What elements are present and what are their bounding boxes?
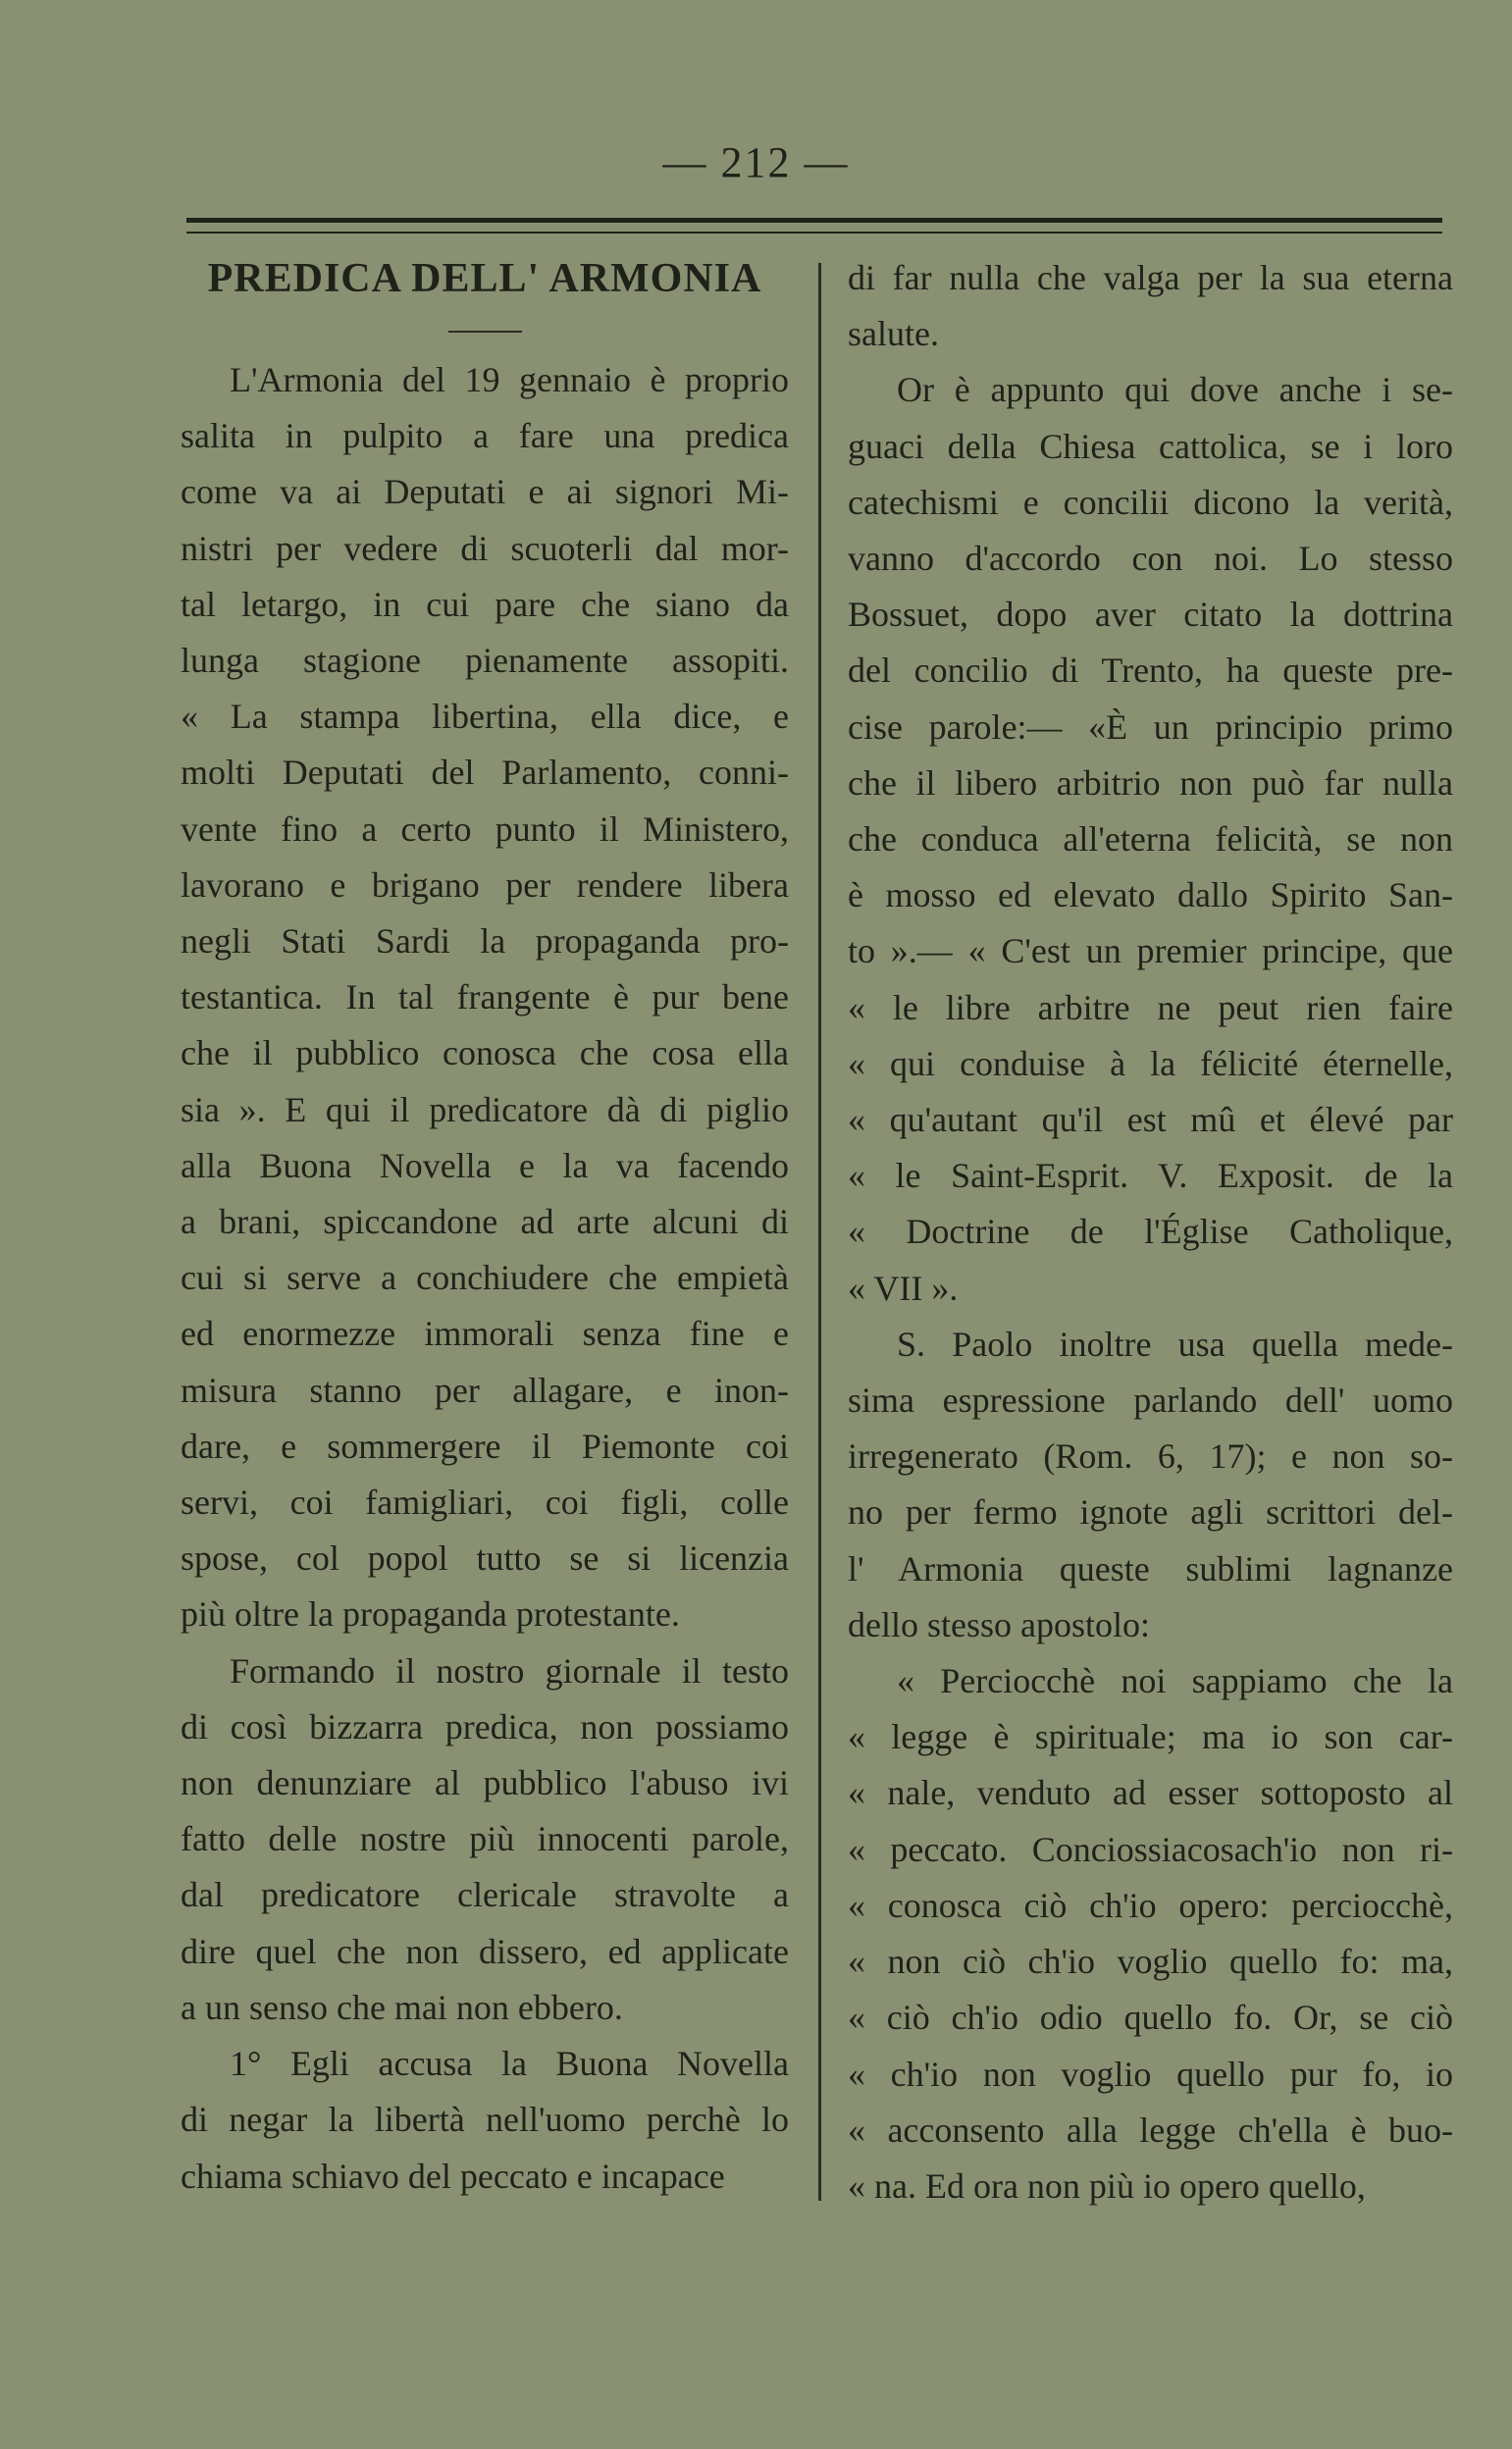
text-line: « non ciò ch'io voglio quello fo: ma, — [848, 1942, 1453, 1982]
text-line: che conduca all'eterna felicità, se non — [848, 819, 1453, 860]
text-line: 1° Egli accusa la Buona Novella — [230, 2044, 789, 2084]
text-line: tal letargo, in cui pare che siano da — [181, 584, 789, 624]
text-line: no per fermo ignote agli scrittori del- — [848, 1492, 1453, 1533]
text-line: di negar la libertà nell'uomo perchè lo — [181, 2100, 789, 2140]
text-line: cise parole:— «È un principio primo — [848, 706, 1453, 747]
text-line: « qu'autant qu'il est mû et élevé par — [848, 1100, 1453, 1140]
text-line: fatto delle nostre più innocenti parole, — [181, 1819, 789, 1859]
text-line: « legge è spirituale; ma io son car- — [848, 1717, 1453, 1757]
text-line: dare, e sommergere il Piemonte coi — [181, 1426, 789, 1466]
text-line: « Perciocchè noi sappiamo che la — [897, 1661, 1453, 1701]
text-line: irregenerato (Rom. 6, 17); e non so- — [848, 1436, 1453, 1477]
left-column-text — [181, 352, 789, 2205]
text-line: sima espressione parlando dell' uomo — [848, 1381, 1453, 1421]
text-line: « qui conduise à la félicité éternelle, — [848, 1043, 1453, 1083]
text-line: dal predicatore clericale stravolte a — [181, 1875, 789, 1915]
text-line: « La stampa libertina, ella dice, e — [181, 697, 789, 737]
text-line: a brani, spiccandone ad arte alcuni di — [181, 1202, 789, 1242]
text-line: « na. Ed ora non più io opero quello, — [848, 2165, 1366, 2206]
text-line: ed enormezze immorali senza fine e — [181, 1314, 789, 1354]
text-line: testantica. In tal frangente è pur bene — [181, 977, 789, 1017]
text-line: non denunziare al pubblico l'abuso ivi — [181, 1763, 789, 1803]
text-line: che il pubblico conosca che cosa ella — [181, 1033, 789, 1073]
text-line: salita in pulpito a fare una predica — [181, 416, 789, 456]
text-line: « conosca ciò ch'io opero: perciocchè, — [848, 1885, 1453, 1925]
text-line: servi, coi famigliari, coi figli, colle — [181, 1483, 789, 1523]
text-line: « le Saint-Esprit. V. Exposit. de la — [848, 1156, 1453, 1196]
text-line: spose, col popol tutto se si licenzia — [181, 1538, 789, 1579]
text-line: come va ai Deputati e ai signori Mi- — [181, 472, 789, 512]
text-line: L'Armonia del 19 gennaio è proprio — [230, 360, 789, 399]
text-line: salute. — [848, 314, 939, 354]
text-line: di così bizzarra predica, non possiamo — [181, 1706, 789, 1746]
text-line: che il libero arbitrio non può far nulla — [848, 762, 1453, 803]
page-number: — 212 — — [662, 138, 850, 186]
text-line: vanno d'accordo con noi. Lo stesso — [848, 539, 1453, 579]
text-line: cui si serve a conchiudere che empietà — [181, 1258, 789, 1298]
header-rule — [186, 218, 1442, 234]
text-line: vente fino a certo punto il Ministero, — [181, 808, 789, 849]
text-line: è mosso ed elevato dallo Spirito San- — [848, 875, 1453, 915]
text-line: « ch'io non voglio quello pur fo, io — [848, 2054, 1453, 2094]
text-line: lunga stagione pienamente assopiti. — [181, 641, 789, 681]
text-line: guaci della Chiesa cattolica, se i loro — [848, 426, 1453, 466]
right-column-text — [848, 250, 1453, 2215]
title-rule — [448, 331, 522, 333]
text-line: dire quel che non dissero, ed applicate — [181, 1931, 789, 1971]
text-line: « ciò ch'io odio quello fo. Or, se ciò — [848, 1998, 1453, 2038]
text-line: sia ». E qui il predicatore dà di piglio — [181, 1089, 789, 1129]
left-column — [181, 250, 789, 2205]
text-line: « le libre arbitre ne peut rien faire — [848, 987, 1453, 1027]
text-line: dello stesso apostolo: — [848, 1604, 1150, 1644]
text-line: Or è appunto qui dove anche i se- — [897, 370, 1453, 410]
text-line: più oltre la propaganda protestante. — [181, 1594, 680, 1635]
column-separator — [818, 263, 821, 2201]
article-title: PREDICA DELL' ARMONIA — [207, 256, 762, 301]
right-column — [848, 250, 1453, 2215]
text-line: to ».— « C'est un premier principe, que — [848, 931, 1453, 971]
text-line: negli Stati Sardi la propaganda pro- — [181, 921, 789, 962]
text-line: l' Armonia queste sublimi lagnanze — [848, 1548, 1453, 1589]
text-line: catechismi e concilii dicono la verità, — [848, 482, 1453, 522]
text-line: Bossuet, dopo aver citato la dottrina — [848, 595, 1453, 635]
text-line: « acconsento alla legge ch'ella è buo- — [848, 2110, 1453, 2150]
text-line: a un senso che mai non ebbero. — [181, 1987, 623, 2027]
text-line: « peccato. Conciossiacosach'io non ri- — [848, 1829, 1453, 1869]
text-line: alla Buona Novella e la va facendo — [181, 1145, 789, 1185]
text-line: di far nulla che valga per la sua eterna — [848, 258, 1453, 297]
text-line: nistri per vedere di scuoterli dal mor- — [181, 528, 789, 568]
text-line: Formando il nostro giornale il testo — [230, 1650, 789, 1691]
text-line: « VII ». — [848, 1268, 959, 1308]
text-line: « Doctrine de l'Église Catholique, — [848, 1212, 1453, 1252]
text-line: « nale, venduto ad esser sottoposto al — [848, 1773, 1453, 1813]
text-line: del concilio di Trento, ha queste pre- — [848, 651, 1453, 691]
text-line: chiama schiavo del peccato e incapace — [181, 2156, 725, 2196]
text-line: misura stanno per allagare, e inon- — [181, 1370, 789, 1410]
text-line: lavorano e brigano per rendere libera — [181, 864, 789, 905]
text-line: S. Paolo inoltre usa quella mede- — [897, 1324, 1453, 1364]
text-line: molti Deputati del Parlamento, conni- — [181, 753, 789, 793]
